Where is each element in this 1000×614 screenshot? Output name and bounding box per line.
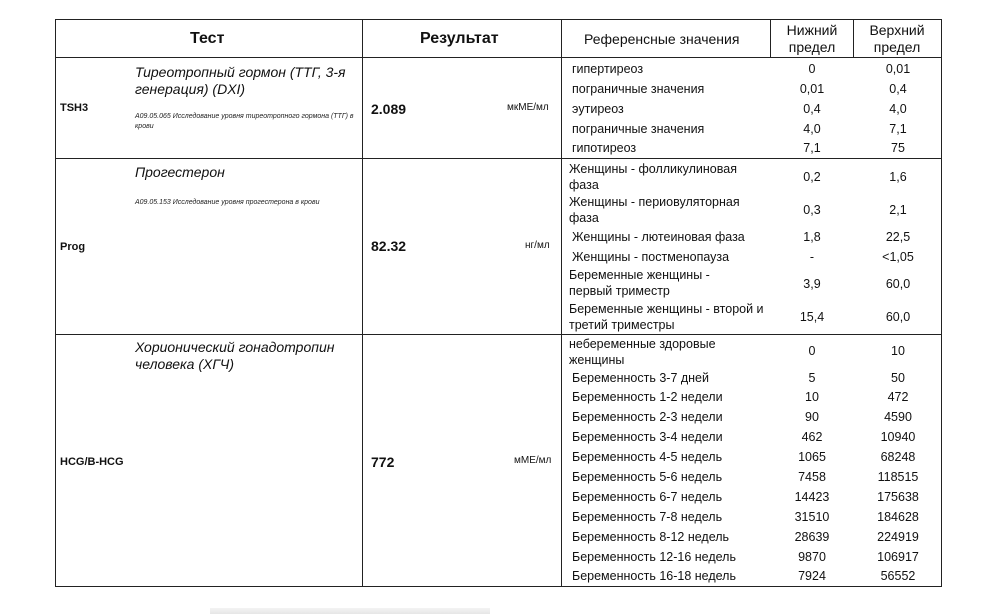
test-subtitle: A09.05.153 Исследование уровня прогестерона в крови [135,199,320,206]
ref-label: эутиреоз [572,102,624,116]
header-divider [55,57,942,58]
ref-lower: 10 [805,390,819,404]
ref-upper: 4590 [884,410,912,424]
ref-upper: 472 [887,390,909,404]
ref-label: Беременность 1-2 недели [572,390,723,404]
ref-lower: 5 [808,371,816,385]
ref-lower: 90 [805,410,819,424]
ref-upper: 4,0 [889,102,907,116]
ref-label: Беременные женщины - первый триместр [569,268,710,298]
ref-lower: 0,3 [803,203,821,217]
ref-upper: 2,1 [889,203,907,217]
ref-upper: 22,5 [885,230,911,244]
ref-lower: 0,4 [803,102,821,116]
ref-lower: 3,9 [803,277,821,291]
header-result: Результат [420,30,499,47]
ref-label: Женщины - лютеиновая фаза [572,230,745,244]
ref-label: небеременные здоровые женщины [569,337,716,367]
table-border-left [55,19,56,587]
ref-label: Беременность 8-12 недель [572,530,730,544]
ref-lower: 7,1 [803,141,821,155]
ref-lower: - [809,250,815,264]
ref-lower: 31510 [794,510,830,524]
ref-lower: 0 [808,344,816,358]
ref-lower: 0,2 [803,170,821,184]
ref-label: Женщины - фолликулиновая фаза [569,162,737,192]
ref-upper: 7,1 [889,122,907,136]
col-divider-result [561,19,562,587]
test-name: Тиреотропный гормон (ТТГ, 3-я генерация) (DXI) [135,64,346,97]
ref-lower: 462 [801,430,823,444]
ref-lower: 9870 [798,550,826,564]
result-unit: мкМЕ/мл [507,102,549,113]
section-divider-1 [55,158,942,159]
header-reference: Референсные значения [584,31,740,47]
table-border-bottom [55,586,942,587]
ref-label: Беременность 7-8 недель [572,510,723,524]
ref-label: Беременность 16-18 недель [572,569,736,583]
ref-upper: 118515 [877,470,919,484]
ref-upper: 50 [891,371,905,385]
col-divider-lower [853,19,854,57]
test-code: Prog [60,241,86,253]
result-value: 2.089 [371,101,407,117]
table-border-top [55,19,942,20]
ref-upper: 75 [891,141,905,155]
ref-upper: 106917 [877,550,919,564]
ref-upper: 224919 [877,530,919,544]
ref-upper: 1,6 [889,170,907,184]
ref-upper: <1,05 [882,250,914,264]
ref-label: Беременность 5-6 недель [572,470,723,484]
ref-label: Беременность 12-16 недель [572,550,736,564]
ref-upper: 10940 [880,430,916,444]
ref-lower: 1065 [798,450,826,464]
ref-lower: 7924 [798,569,826,583]
ref-label: Беременность 6-7 недель [572,490,723,504]
page-edge-shadow [210,608,490,614]
ref-label: гипертиреоз [572,62,644,76]
ref-upper: 184628 [877,510,919,524]
ref-lower: 1,8 [803,230,821,244]
result-value: 772 [371,454,395,470]
result-unit: нг/мл [525,240,550,251]
test-code: HCG/B-HCG [60,456,124,468]
header-test: Тест [190,30,225,47]
ref-upper: 60,0 [885,310,911,324]
col-divider-test [362,19,363,587]
ref-lower: 14423 [794,490,830,504]
ref-label: Беременность 3-4 недели [572,430,723,444]
col-divider-reference [770,19,771,57]
ref-label: гипотиреоз [572,141,637,155]
ref-label: Женщины - постменопауза [572,250,730,264]
ref-lower: 28639 [794,530,830,544]
header-upper: Верхний предел [869,22,925,55]
ref-label: Беременность 4-5 недель [572,450,723,464]
table-border-right [941,19,942,587]
ref-label: пограничные значения [572,82,705,96]
ref-upper: 175638 [877,490,919,504]
test-code: TSH3 [60,102,89,114]
ref-upper: 10 [891,344,905,358]
ref-label: пограничные значения [572,122,705,136]
ref-label: Женщины - периовуляторная фаза [569,195,740,225]
test-name: Прогестерон [135,164,225,180]
ref-lower: 4,0 [803,122,821,136]
result-unit: мМЕ/мл [514,455,552,466]
header-lower: Нижний предел [786,22,838,55]
ref-lower: 0 [808,62,816,76]
ref-upper: 60,0 [885,277,911,291]
ref-upper: 56552 [880,569,916,583]
ref-label: Беременность 3-7 дней [572,371,709,385]
ref-label: Беременные женщины - второй и третий триместры [569,302,764,332]
section-divider-2 [55,334,942,335]
ref-upper: 68248 [880,450,916,464]
ref-lower: 7458 [798,470,826,484]
ref-lower: 15,4 [799,310,825,324]
ref-label: Беременность 2-3 недели [572,410,723,424]
ref-upper: 0,4 [889,82,907,96]
test-name: Хорионический гонадотропин человека (ХГЧ) [135,339,335,372]
result-value: 82.32 [371,238,407,254]
ref-lower: 0,01 [799,82,825,96]
test-subtitle: A09.05.065 Исследование уровня тиреотропного гормона (ТТГ) в крови [135,113,354,130]
ref-upper: 0,01 [885,62,911,76]
